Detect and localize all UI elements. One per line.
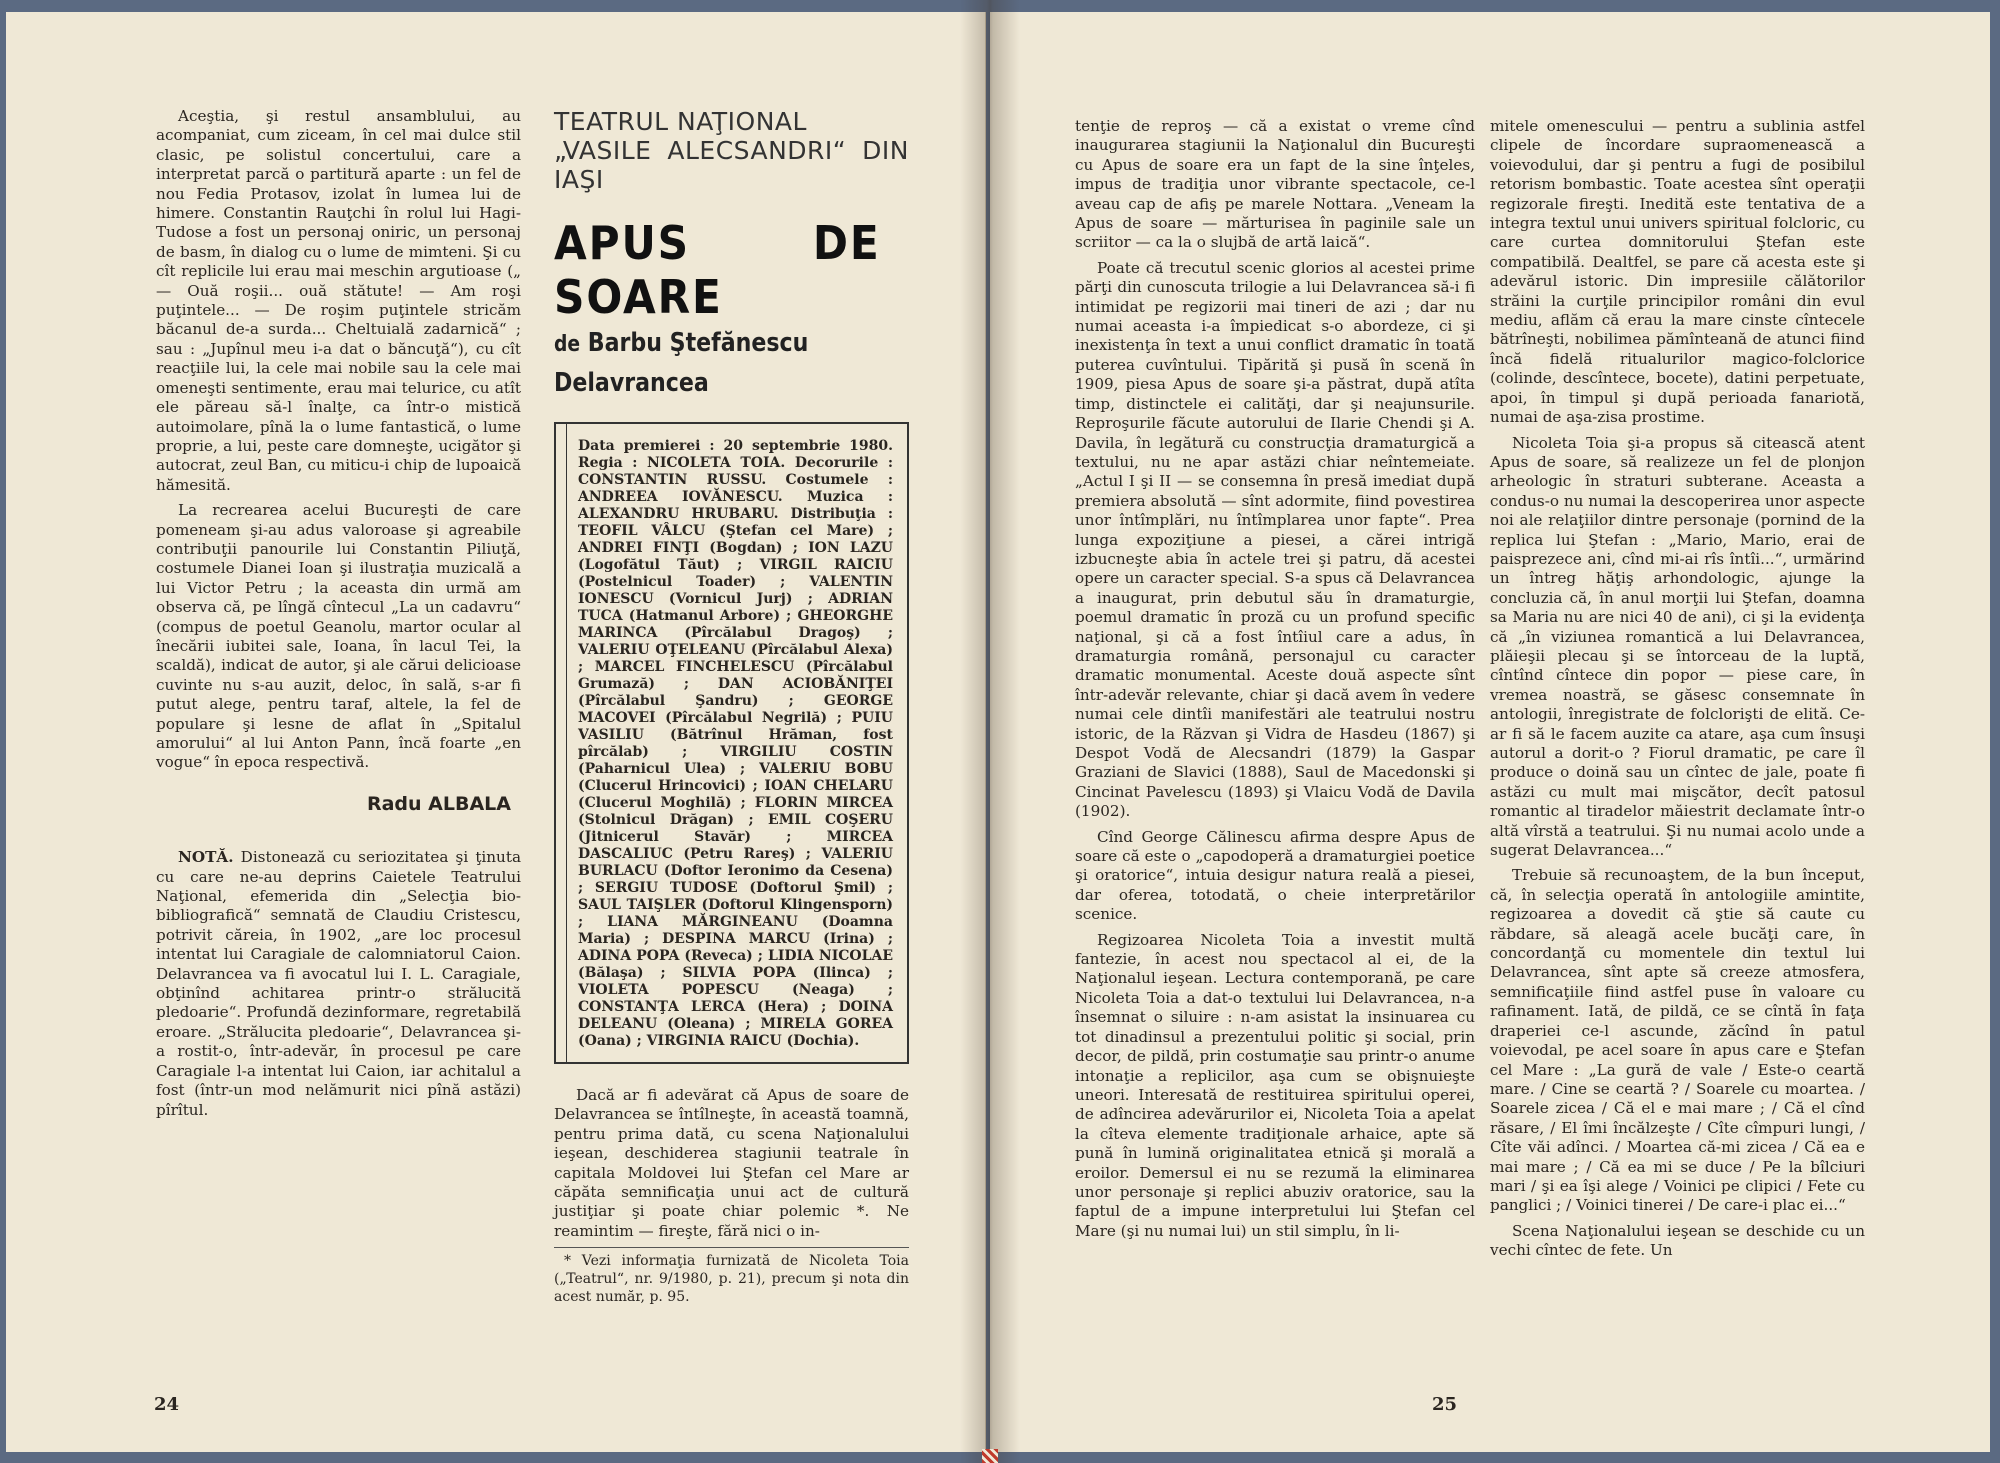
paragraph: mitele omenescului — pentru a sublinia astfel clipele de încordare supraomenească a voievodului, dar şi pentru a fugi de posibilul retorism bombastic. Toate acestea sînt operaţii regizorale fireşti. Inedită este tentativa de a integra textul unui univers spiritual folcloric, cu care curtea domnitorului Ştefan este compatibilă. Dealtfel, se pare că acesta este şi adevărul istoric. Din impresiile călătorilor străini la curţile principilor români din evul mediu, aflăm că erau la mare cinste cîntecele bătrîneşti, nobilimea pămînteană de atunci fiind încă fidelă ritualurilor magico-folclorice (colinde, descîntece, bocete), datini perpetuate, apoi, în timpul şi după perioada fanariotă, numai de aşa-zisa prostime. bbox=[1490, 117, 1865, 427]
left-page bbox=[6, 12, 986, 1452]
byline-author-first: Barbu Ştefănescu bbox=[587, 328, 809, 358]
intro-paragraph: Dacă ar fi adevărat că Apus de soare de Delavrancea se întîlneşte, în această toamnă, pentru prima dată, cu scena Naţionalului ieşean, deschiderea stagiunii teatrale în capitala Moldovei lui Ştefan cel Mare ar căpăta semnificaţia unui act de cultură justiţiar şi poate chiar polemic *. Ne reamintim — fireşte, fără nici o in- bbox=[554, 1086, 909, 1240]
theatre-name-line-1: TEATRUL NAŢIONAL bbox=[554, 107, 807, 136]
binding-stitch bbox=[982, 1449, 998, 1463]
play-title: APUS DE SOARE bbox=[554, 216, 881, 324]
right-page bbox=[990, 12, 1990, 1452]
paragraph: Poate că trecutul scenic glorios al acestei prime părţi din cunoscuta trilogie a lui Delavrancea să-i fi intimidat pe regizorii mai tineri de azi ; dar nu numai aceasta i-a împiedicat s-o abordeze, ci şi inexistenţa în text a unui conflict dramatic în toată puterea cuvîntului. Tipărită şi pusă în scenă în 1909, piesa Apus de soare şi-a păstrat, după atîta timp, distinctele ei calităţi, dar şi neajunsurile. Reproşurile făcute autorului de Ilarie Chendi şi A. Davila, în legătură cu construcţia dramaturgică a textului, nu ne apar astăzi chiar neîntemeiate. „Actul I şi II — se consemna în presă imediat după premiera absolută — sînt adormite, fiind povestirea unor întîmplări, nu întîmplarea unor fapte“. Prea lunga expoziţiune a piesei, a cărei intrigă izbucneşte abia în actele trei şi patru, dă acestei opere un caracter special. S-a spus că Delavrancea a inaugurat, prin debutul său în dramaturgie, poemul dramatic în proză cu un profund specific naţional, şi că a fost întîiul care a adus, în dramaturgia română, personajul cu caracter dramatic monumental. Aceste două aspecte sînt într-adevăr relevante, chiar şi dacă avem în vedere numai cele dintîi manifestări ale teatrului nostru istoric, de la Răzvan şi Vidra de Hasdeu (1867) şi Despot Vodă de Alecsandri (1879) la Gaspar Graziani de Slavici (1888), Saul de Macedonski şi Cincinat Pavelescu (1893) şi Vlaicu Vodă de Davila (1902). bbox=[1075, 258, 1475, 821]
page-number-right: 25 bbox=[1432, 1394, 1458, 1415]
paragraph: Nicoleta Toia şi-a propus să citească atent Apus de soare, să realizeze un fel de plonjon arheologic în straturi subterane. Aceasta a condus-o nu numai la descoperirea unor aspecte noi ale relaţiilor dintre personaje (pornind de la replica lui Ştefan : „Mario, Mario, erai de paisprezece ani, cînd mi-ai rîs întîi...“, urmărind un întreg hăţiş arhondologic, ajunge la concluzia că, în anul morţii lui Ştefan, doamna sa Maria nu are nici 40 de ani), ci şi la evidenţa că „în viziunea romantică a lui Delavrancea, plăieşii plecau şi se întorceau de la luptă, cîntînd cîntece din popor — piese care, în vremea noastră, se găsesc consemnate în antologii, înregistrate de folclorişti de elită. Ce-ar fi să le facem auzite ca atare, aşa cum însuşi autorul a dorit-o ? Fiorul dramatic, pe care îl produce o doină sau un cîntec de jale, poate fi astăzi cu mult mai mişcător, decît patosul romantic al tiradelor măiestrit declamate într-o altă vîrstă a teatrului. Şi nu numai acolo unde a sugerat Delavrancea...“ bbox=[1490, 433, 1865, 860]
right-column-2 bbox=[1490, 117, 1865, 1267]
theatre-name-line-2: „VASILE ALECSANDRI“ DIN IAŞI bbox=[554, 136, 909, 194]
paragraph: Trebuie să recunoaştem, de la bun început, că, în selecţia operată în antologiile amintite, regizoarea a dovedit că ştie să caute cu răbdare, să aleagă acele bucăţi care, în concordanţă cu momentele din textul lui Delavrancea, sînt apte să creeze atmosfera, semnificaţiile fiind astfel puse în valoare cu rafinament. Iată, de pildă, ce se cîntă în faţa draperiei ce-l ascunde, zăcînd în patul voievodal, pe acel soare în apus care e Ştefan cel Mare : „La gură de vale / Este-o ceartă mare. / Cine se ceartă ? / Soarele cu moartea. / Soarele zicea / Că el e mai mare ; / Că el cînd răsare, / El îmi încălzeşte / Cîte cîmpuri lungi, / Cîte văi adînci. / Moartea că-mi zicea / Că ea e mai mare ; / Că ea mi se duce / Pe la bîlciuri mari / şi ea îşi alege / Voinici pe clipici / Fete cu panglici ; / Voinici tinerei / De care-i plac ei...“ bbox=[1490, 866, 1865, 1215]
note-text: Distonează cu seriozitatea şi ţinuta cu care ne-au deprins Caietele Teatrului Naţional, efemerida din „Selecţia bio-bibliografică“ semnată de Claudiu Cristescu, potrivit căreia, în 1902, „are loc procesul intentat lui Caragiale de calomniatorul Caion. Delavrancea va fi avocatul lui I. L. Caragiale, obţinînd achitarea printr-o strălucită pledoarie“. Profundă dezinformare, regretabilă eroare. „Strălucita pledoarie“, Delavrancea şi-a rostit-o, într-adevăr, în procesul pe care Caragiale l-a intentat lui Caion, iar achitalul a fost (într-un mod nelămurit nici pînă astăzi) pîrîtul. bbox=[156, 848, 521, 1119]
left-column-1 bbox=[156, 107, 521, 1126]
note-paragraph bbox=[156, 848, 521, 1120]
credits-box bbox=[554, 422, 909, 1064]
credits-text: Data premierei : 20 septembrie 1980. Regia : NICOLETA TOIA. Decorurile : CONSTANTIN RUSSU. Costumele : ANDREEA IOVĂNESCU. Muzica : ALEXANDRU HRUBARU. Distribuţia : TEOFIL VÂLCU (Ştefan cel Mare) ; ANDREI FINŢI (Bogdan) ; ION LAZU (Logofătul Tăut) ; VIRGIL RAICIU (Postelnicul Toader) ; VALENTIN IONESCU (Vornicul Jurj) ; ADRIAN TUCA (Hatmanul Arbore) ; GHEORGHE MARINCA (Pîrcălabul Dragoş) ; VALERIU OŢELEANU (Pîrcălabul Alexa) ; MARCEL FINCHELESCU (Pîrcălabul Grumază) ; DAN ACIOBĂNIŢEI (Pîrcălabul Şandru) ; GEORGE MACOVEI (Pîrcălabul Negrilă) ; PUIU VASILIU (Bătrînul Hrăman, fost pîrcălab) ; VIRGILIU COSTIN (Paharnicul Ulea) ; VALERIU BOBU (Clucerul Hrincovici) ; IOAN CHELARU (Clucerul Moghilă) ; FLORIN MIRCEA (Stolnicul Drăgan) ; EMIL COŞERU (Jitnicerul Stavăr) ; MIRCEA DASCALIUC (Petru Rareş) ; VALERIU BURLACU (Doftor Ieronimo da Cesena) ; SERGIU TUDOSE (Doftorul Şmil) ; SAUL TAIŞLER (Doftorul Klingensporn) ; LIANA MĂRGINEANU (Doamna Maria) ; DESPINA MARCU (Irina) ; ADINA POPA (Reveca) ; LIDIA NICOLAE (Bălaşa) ; SILVIA POPA (Ilinca) ; VIOLETA POPESCU (Neaga) ; CONSTANŢA LERCA (Hera) ; DOINA DELEANU (Oleana) ; MIRELA GOREA (Oana) ; VIRGINIA RAICU (Dochia). bbox=[578, 438, 893, 1049]
byline-de: de bbox=[554, 332, 581, 357]
paragraph: tenţie de reproş — că a existat o vreme cînd inaugurarea stagiunii la Naţionalul din Bucureşti cu Apus de soare era un fapt de la sine înţeles, impus de tradiţia unor vibrante spectacole, ce-l aveau cap de afiş pe marele Nottara. „Veneam la Apus de soare — mărturisea în paginile sale un scriitor — ca la o slujbă de artă laică“. bbox=[1075, 117, 1475, 252]
footnote bbox=[554, 1247, 909, 1306]
byline-author-last: Delavrancea bbox=[554, 368, 709, 398]
paragraph: Scena Naţionalului ieşean se deschide cu un vechi cîntec de fete. Un bbox=[1490, 1221, 1865, 1260]
page-number-left: 24 bbox=[154, 1394, 180, 1415]
note-label: NOTĂ. bbox=[178, 848, 234, 867]
author-signature: Radu ALBALA bbox=[366, 792, 511, 815]
paragraph: Regizoarea Nicoleta Toia a investit multă fantezie, în acest nou spectacol al ei, de la Naţionalul ieşean. Lectura contemporană, pe care Nicoleta Toia a dat-o textului lui Delavrancea, n-a însemnat o siluire : n-am asistat la insinuarea cu tot dinadinsul a prezentului politic şi social, prin decor, de pildă, prin costumaţie sau printr-o anume intonaţie a replicilor, aşa cum se obişnuieşte uneori. Interesată de restituirea spiritului operei, de adîncirea adevărurilor ei, Nicoleta Toia a apelat la cîteva elemente tradiţionale arhaice, apte să pună în lumină originalitatea etnică şi morală a eroilor. Demersul ei nu se rezumă la eliminarea unor personaje şi replici abuziv oratorice, sau la faptul de a impune interpretului lui Ştefan cel Mare (şi nu numai lui) un stil simplu, în li- bbox=[1075, 930, 1475, 1240]
right-column-1 bbox=[1075, 117, 1475, 1247]
paragraph: La recrearea acelui Bucureşti de care pomeneam şi-au adus valoroase şi agreabile contribuţii panourile lui Constantin Piliuţă, costumele Dianei Ioan şi ilustraţia muzicală a lui Victor Petru ; la aceasta din urmă am observa că, pe lîngă cîntecul „La un cadavru“ (compus de poetul Geanolu, martor ocular al înecării iubitei sale, Ioana, în lacul Tei, la scaldă), indicat de autor, şi ale cărui delicioase cuvinte nu s-au auzit, deloc, în sală, s-ar fi putut alege, pentru taraf, altele, la fel de populare şi lesne de aflat în „Spitalul amorului“ al lui Anton Pann, încă foarte „en vogue“ în epoca respectivă. bbox=[156, 501, 521, 772]
footnote-text: * Vezi informaţia furnizată de Nicoleta Toia („Teatrul“, nr. 9/1980, p. 21), precum şi nota din acest număr, p. 95. bbox=[554, 1253, 909, 1306]
paragraph: Aceştia, şi restul ansamblului, au acompaniat, cum ziceam, în cel mai dulce stil clasic, pe solistul concertului, care a interpretat parcă o partitură aparte : un fel de nou Fedia Protasov, izolat în lumea lui de himere. Constantin Rauţchi în rolul lui Hagi-Tudose a fost un personaj oniric, un personaj de basm, în dialog cu o lume de mimteni. Şi cu cît replicile lui erau mai meschin argutioase („ — Ouă roşii... ouă stătute! — Am roşi puţintele... — De roşim puţintele stricăm băcanul de-a surda... Cheltuială zadarnică“ ; sau : „Jupînul meu i-a dat o băncuţă“), cu cît reacţiile lui, la cele mai nobile sau la cele mai omeneşti sentimente, erau mai telurice, cu atît ele păreau să-l înalţe, ca într-o mistică autoimolare, pînă la o lume fantastică, o lume proprie, a lui, peste care domneşte, ucigător şi autocrat, zeul Ban, cu miticu-i chip de lupoaică hămesită. bbox=[156, 107, 521, 494]
left-column-2 bbox=[554, 107, 909, 1312]
paragraph: Cînd George Călinescu afirma despre Apus de soare că este o „capodoperă a dramaturgiei poetice şi oratorice“, intuia desigur natura reală a piesei, dar oferea, totodată, o cheie interpretărilor scenice. bbox=[1075, 827, 1475, 924]
byline-line-1 bbox=[554, 324, 856, 364]
